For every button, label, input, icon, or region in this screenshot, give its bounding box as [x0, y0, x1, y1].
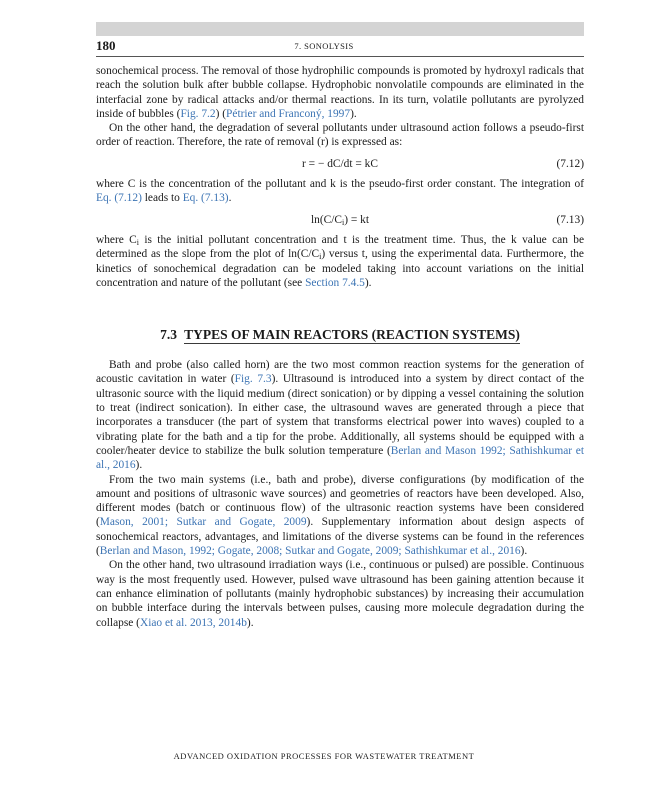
citation-link[interactable]: Berlan and Mason 1992; Sathishkumar et al., 2016 — [96, 444, 584, 472]
section-link[interactable]: Section 7.4.5 — [305, 276, 365, 289]
equation-7-13 — [96, 213, 584, 227]
section-heading — [96, 326, 584, 344]
header-bar — [96, 22, 584, 36]
citation-link[interactable]: Pétrier and Franconý, 1997 — [226, 107, 351, 120]
equation-number: (7.13) — [556, 213, 584, 226]
running-head: 7. SONOLYSIS — [294, 41, 354, 51]
header-rule — [96, 56, 584, 57]
equation-expression: r = − dC/dt = kC — [302, 157, 378, 170]
paragraph-3: where C is the concentration of the pollutant and k is the pseudo-first order constant. The integration of Eq. (7.12) leads to Eq. (7.13). — [96, 178, 584, 205]
paragraph-5: Bath and probe (also called horn) are the two most common reaction systems for the generation of acoustic cavitation in water (Fig. 7.3). Ultrasound is introduced into a system by direct contact of the ultrasonic source with the liquid medium (direct sonication) or by dipping a vessel containing the solution to treat (indirect sonication). In either case, the ultrasound waves are generated through a piece that incorporates a transducer (the part of system that transforms electrical power into waves) coupled to a vibrating plate for the bath and a tip for the probe. Additionally, all systems should be equipped with a cooler/heater device to stabilize the bulk solution temperature (Berlan and Mason 1992; Sathishkumar et al., 2016). — [96, 359, 584, 472]
paragraph-6: From the two main systems (i.e., bath and probe), diverse configurations (by modification of the amount and positions of ultrasonic wave sources) and geometries of reactors have been developed. Also, different modes (batch or continuous flow) of the ultrasonic reaction systems have been considered (Mason, 2001; Sutkar and Gogate, 2009). Supplementary information about design aspects of sonochemical reactors, advantages, and limitations of the diverse systems can be found in the references (Berlan and Mason, 1992; Gogate, 2008; Sutkar and Gogate, 2009; Sathishkumar et al., 2016). — [96, 473, 584, 558]
equation-link[interactable]: Eq. (7.12) — [96, 192, 142, 205]
paragraph-2: On the other hand, the degradation of several pollutants under ultrasound action follows a pseudo-first order of reaction. Therefore, the rate of removal (r) is expressed as: — [96, 122, 584, 149]
paragraph-1: sonochemical process. The removal of those hydrophilic compounds is promoted by hydroxyl radicals that reach the solution bulk after bubble collapse. Hydrophobic nonvolatile compounds are eliminated in the interfacial zone by radical attacks and/or thermal reactions. In its turn, volatile pollutants are pyrolyzed inside of bubbles (Fig. 7.2) (Pétrier and Franconý, 1997). — [96, 65, 584, 120]
equation-link[interactable]: Eq. (7.13) — [182, 192, 229, 205]
section-number: 7.3 — [160, 327, 178, 343]
equation-expression: $\ln(C/C_i)$ = kt — [310, 213, 370, 227]
running-footer: ADVANCED OXIDATION PROCESSES FOR WASTEWATER TREATMENT — [173, 751, 475, 761]
body-text — [96, 64, 584, 630]
citation-link[interactable]: Mason, 2001; Sutkar and Gogate, 2009 — [99, 516, 307, 529]
paragraph-4: where $C_i$ is the initial pollutant concentration and t is the treatment time. Thus, the k value can be determined as the slope from the plot of $\ln(C/C_i)$ versus t, using the experimental data. Furthermore, the kinetics of sonochemical degradation can be modeled taking into account variations on the initial concentration and nature of the pollutant (see Section 7.4.5). — [96, 233, 584, 289]
page-number: 180 — [96, 38, 116, 53]
citation-link[interactable]: Xiao et al. 2013, 2014b — [139, 616, 247, 629]
figure-link[interactable]: Fig. 7.3 — [234, 373, 272, 386]
equation-7-12 — [96, 157, 584, 171]
section-title: TYPES OF MAIN REACTORS (REACTION SYSTEMS) — [184, 327, 520, 343]
paragraph-7: On the other hand, two ultrasound irradiation ways (i.e., continuous or pulsed) are possible. Continuous way is the most frequently used. However, pulsed wave ultrasound has been gaining attention because it can enhance elimination of pollutants (mainly hydrophobic substances) by increasing their accumulation on bubble interface during the intervals between pulses, causing more molecule degradation during the collapse (Xiao et al. 2013, 2014b). — [96, 559, 584, 629]
citation-link[interactable]: Berlan and Mason, 1992; Gogate, 2008; Sutkar and Gogate, 2009; Sathishkumar et al., 2016 — [99, 545, 521, 558]
equation-number: (7.12) — [556, 157, 584, 170]
figure-link[interactable]: Fig. 7.2 — [180, 107, 216, 120]
